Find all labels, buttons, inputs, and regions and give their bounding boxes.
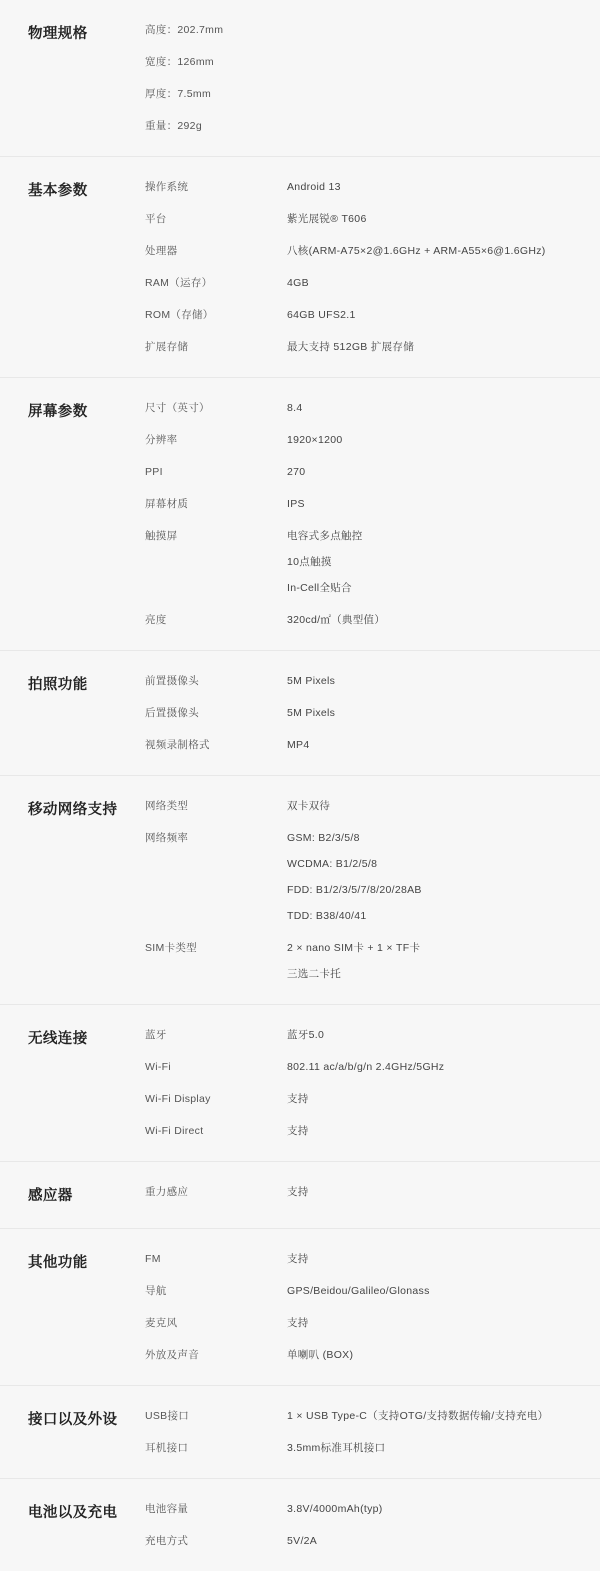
spec-row-value: 4GB xyxy=(287,277,309,289)
spec-row-values xyxy=(287,737,582,753)
spec-row-label: 宽度：126mm xyxy=(145,56,214,68)
section-title: 接口以及外设 xyxy=(28,1412,118,1428)
spec-row-values xyxy=(287,1501,582,1517)
spec-section xyxy=(0,0,600,157)
spec-row xyxy=(145,179,582,195)
spec-row-values xyxy=(287,1251,582,1267)
spec-row-value: 蓝牙5.0 xyxy=(287,1029,325,1041)
spec-row-label: 前置摄像头 xyxy=(145,675,199,687)
spec-row-value: GPS/Beidou/Galileo/Glonass xyxy=(287,1285,430,1297)
spec-row-value: MP4 xyxy=(287,739,310,751)
section-title: 屏幕参数 xyxy=(28,404,88,420)
spec-row-label: 处理器 xyxy=(145,245,178,257)
section-title: 拍照功能 xyxy=(28,677,88,693)
section-title: 电池以及充电 xyxy=(28,1505,118,1521)
spec-row-value: 支持 xyxy=(287,1253,309,1265)
spec-row-label: 网络类型 xyxy=(145,800,189,812)
spec-row-value: 5M Pixels xyxy=(287,707,336,719)
section-rows xyxy=(145,673,600,753)
spec-row xyxy=(145,243,582,259)
spec-row-values xyxy=(287,1533,582,1549)
spec-row-label: 视频录制格式 xyxy=(145,739,210,751)
section-rows xyxy=(145,400,600,628)
spec-row-value: 10点触摸 xyxy=(287,556,332,568)
spec-row xyxy=(145,211,582,227)
section-rows xyxy=(145,1027,600,1139)
spec-row-label: 分辨率 xyxy=(145,434,178,446)
spec-section xyxy=(0,1229,600,1386)
spec-row-value: 270 xyxy=(287,466,306,478)
spec-section xyxy=(0,1386,600,1479)
spec-row-value: 802.11 ac/a/b/g/n 2.4GHz/5GHz xyxy=(287,1061,445,1073)
spec-row xyxy=(145,1184,582,1200)
spec-row-label: 重力感应 xyxy=(145,1186,189,1198)
section-rows xyxy=(145,22,600,134)
spec-row-label: 充电方式 xyxy=(145,1535,189,1547)
spec-row-label: 厚度：7.5mm xyxy=(145,88,211,100)
spec-row-value: 支持 xyxy=(287,1317,309,1329)
spec-row-values xyxy=(287,1059,582,1075)
spec-row-label: 屏幕材质 xyxy=(145,498,189,510)
spec-row-value: FDD: B1/2/3/5/7/8/20/28AB xyxy=(287,884,422,896)
spec-row-value: TDD: B38/40/41 xyxy=(287,910,367,922)
spec-section xyxy=(0,1162,600,1229)
spec-row-value: 支持 xyxy=(287,1125,309,1137)
spec-row-values xyxy=(287,400,582,416)
spec-row xyxy=(145,400,582,416)
spec-row-values xyxy=(287,1027,582,1043)
spec-row xyxy=(145,1440,582,1456)
spec-row xyxy=(145,432,582,448)
section-rows xyxy=(145,798,600,982)
section-title: 物理规格 xyxy=(28,26,88,42)
spec-row-value: Android 13 xyxy=(287,181,341,193)
spec-row xyxy=(145,705,582,721)
spec-row-label: 网络频率 xyxy=(145,832,189,844)
spec-row xyxy=(145,307,582,323)
spec-row-values xyxy=(287,464,582,480)
spec-row xyxy=(145,1059,582,1075)
spec-row xyxy=(145,1251,582,1267)
section-rows xyxy=(145,1408,600,1456)
spec-row xyxy=(145,54,582,70)
spec-row xyxy=(145,673,582,689)
spec-row-values xyxy=(287,798,582,814)
spec-row-values xyxy=(287,705,582,721)
spec-row-label: PPI xyxy=(145,466,163,478)
spec-row-values xyxy=(287,211,582,227)
spec-row-value: 最大支持 512GB 扩展存储 xyxy=(287,341,415,353)
spec-row-values xyxy=(287,1283,582,1299)
spec-row-label: 操作系统 xyxy=(145,181,189,193)
spec-row-value: WCDMA: B1/2/5/8 xyxy=(287,858,378,870)
spec-row-label: Wi-Fi xyxy=(145,1061,171,1073)
spec-row-label: SIM卡类型 xyxy=(145,942,197,954)
spec-row xyxy=(145,86,582,102)
spec-row-value: 3.8V/4000mAh(typ) xyxy=(287,1503,383,1515)
spec-row xyxy=(145,1123,582,1139)
spec-row-values xyxy=(287,1184,582,1200)
spec-row xyxy=(145,1408,582,1424)
spec-row-label: USB接口 xyxy=(145,1410,190,1422)
spec-row-value: 支持 xyxy=(287,1093,309,1105)
spec-row-values xyxy=(287,673,582,689)
spec-row xyxy=(145,275,582,291)
section-title: 感应器 xyxy=(28,1188,73,1204)
section-title: 其他功能 xyxy=(28,1255,88,1271)
spec-row xyxy=(145,1091,582,1107)
spec-row-values xyxy=(287,1315,582,1331)
spec-row-label: 尺寸（英寸） xyxy=(145,402,210,414)
spec-row-label: 亮度 xyxy=(145,614,167,626)
spec-row-value: 单喇叭 (BOX) xyxy=(287,1349,354,1361)
section-rows xyxy=(145,179,600,355)
spec-row-values xyxy=(287,830,582,924)
spec-row xyxy=(145,1027,582,1043)
spec-row-value: 支持 xyxy=(287,1186,309,1198)
spec-row-value: IPS xyxy=(287,498,305,510)
spec-row-value: 八核(ARM-A75×2@1.6GHz + ARM-A55×6@1.6GHz) xyxy=(287,245,546,257)
section-title: 移动网络支持 xyxy=(28,802,118,818)
spec-row xyxy=(145,940,582,982)
spec-row-value: 电容式多点触控 xyxy=(287,530,363,542)
spec-row-values xyxy=(287,612,582,628)
spec-row-values xyxy=(287,339,582,355)
spec-row xyxy=(145,1283,582,1299)
spec-row-label: FM xyxy=(145,1253,161,1265)
spec-row xyxy=(145,612,582,628)
spec-section xyxy=(0,651,600,776)
spec-section xyxy=(0,1005,600,1162)
spec-row-label: 后置摄像头 xyxy=(145,707,199,719)
section-title: 基本参数 xyxy=(28,183,88,199)
spec-row-label: 蓝牙 xyxy=(145,1029,167,1041)
spec-row xyxy=(145,798,582,814)
spec-row-values xyxy=(287,528,582,596)
spec-row-value: 1920×1200 xyxy=(287,434,343,446)
section-rows xyxy=(145,1184,600,1200)
spec-row-value: 64GB UFS2.1 xyxy=(287,309,356,321)
spec-row-values xyxy=(287,940,582,982)
spec-row-values xyxy=(287,179,582,195)
spec-row-value: 2 × nano SIM卡 + 1 × TF卡 xyxy=(287,942,421,954)
spec-row-label: Wi-Fi Display xyxy=(145,1093,211,1105)
spec-row-values xyxy=(287,307,582,323)
spec-row-label: 扩展存储 xyxy=(145,341,189,353)
spec-row xyxy=(145,339,582,355)
spec-row-values xyxy=(287,275,582,291)
spec-section xyxy=(0,1479,600,1571)
spec-row-label: 平台 xyxy=(145,213,167,225)
spec-row-label: 重量：292g xyxy=(145,120,202,132)
spec-row-value: 3.5mm标准耳机接口 xyxy=(287,1442,386,1454)
spec-row-value: 5M Pixels xyxy=(287,675,336,687)
section-rows xyxy=(145,1501,600,1549)
spec-row xyxy=(145,1533,582,1549)
spec-row-value: 双卡双待 xyxy=(287,800,331,812)
spec-row-values xyxy=(287,1347,582,1363)
spec-row xyxy=(145,496,582,512)
spec-row-label: 耳机接口 xyxy=(145,1442,189,1454)
spec-row-values xyxy=(287,1123,582,1139)
spec-row-values xyxy=(287,1091,582,1107)
spec-row-label: 电池容量 xyxy=(145,1503,189,1515)
spec-row-values xyxy=(287,432,582,448)
spec-row-label: 导航 xyxy=(145,1285,167,1297)
spec-row-label: ROM（存储） xyxy=(145,309,214,321)
spec-row-value: 紫光展锐® T606 xyxy=(287,213,367,225)
spec-row-label: 外放及声音 xyxy=(145,1349,199,1361)
spec-row-value: 三选二卡托 xyxy=(287,968,341,980)
spec-row-value: 5V/2A xyxy=(287,1535,318,1547)
spec-row-value: GSM: B2/3/5/8 xyxy=(287,832,360,844)
spec-row-label: 麦克风 xyxy=(145,1317,178,1329)
spec-section xyxy=(0,157,600,378)
spec-section xyxy=(0,776,600,1005)
section-title: 无线连接 xyxy=(28,1031,88,1047)
spec-row-values xyxy=(287,496,582,512)
spec-row xyxy=(145,1501,582,1517)
spec-row xyxy=(145,118,582,134)
spec-row-values xyxy=(287,243,582,259)
spec-row-value: 8.4 xyxy=(287,402,303,414)
spec-row xyxy=(145,1347,582,1363)
spec-row xyxy=(145,528,582,596)
spec-row-value: In-Cell全贴合 xyxy=(287,582,352,594)
spec-row xyxy=(145,464,582,480)
spec-row-label: 高度：202.7mm xyxy=(145,24,224,36)
spec-row xyxy=(145,737,582,753)
section-rows xyxy=(145,1251,600,1363)
spec-section xyxy=(0,378,600,651)
spec-row-label: RAM（运存） xyxy=(145,277,213,289)
spec-row-label: Wi-Fi Direct xyxy=(145,1125,204,1137)
spec-row xyxy=(145,1315,582,1331)
spec-row-values xyxy=(287,1440,582,1456)
spec-row-value: 1 × USB Type-C（支持OTG/支持数据传输/支持充电） xyxy=(287,1410,549,1422)
spec-row xyxy=(145,22,582,38)
spec-row xyxy=(145,830,582,924)
spec-row-label: 触摸屏 xyxy=(145,530,178,542)
spec-row-values xyxy=(287,1408,582,1424)
spec-row-value: 320cd/㎡（典型值） xyxy=(287,614,386,626)
